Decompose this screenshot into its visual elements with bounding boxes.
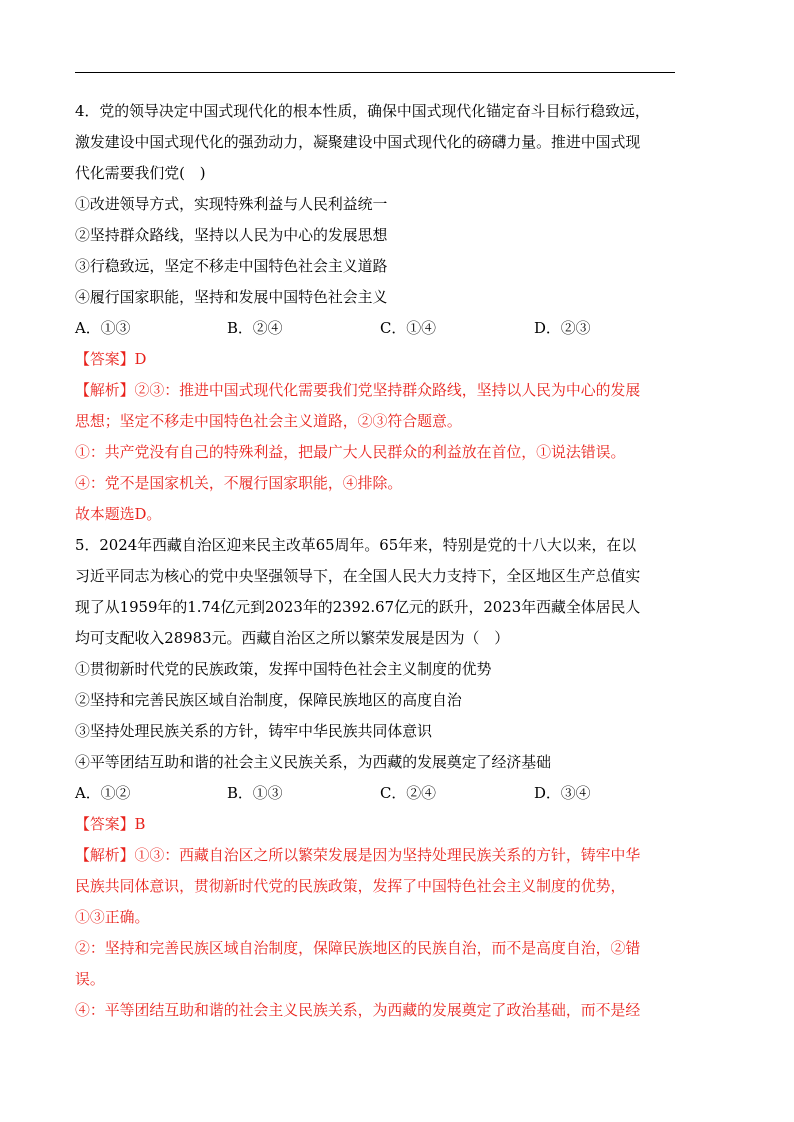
q4-answer: 【答案】D [75, 350, 147, 368]
q5-item-1: ①贯彻新时代党的民族政策，发挥中国特色社会主义制度的优势 [75, 660, 492, 678]
q5-analysis-line: ②：坚持和完善民族区域自治制度，保障民族地区的民族自治，而不是高度自治，②错 [75, 939, 641, 957]
q5-stem-line: 习近平同志为核心的党中央坚强领导下，在全国人民大力支持下，全区地区生产总值实 [75, 567, 641, 585]
q5-stem-line: 5．2024年西藏自治区迎来民主改革65周年。65年来，特别是党的十八大以来，在以 [75, 536, 637, 554]
q4-item-4: ④履行国家职能，坚持和发展中国特色社会主义 [75, 288, 388, 306]
q5-analysis-line: 误。 [75, 970, 105, 988]
q5-option-a: A．①② [75, 784, 131, 802]
q5-option-d: D．③④ [534, 784, 591, 802]
q4-stem-line: 4．党的领导决定中国式现代化的根本性质，确保中国式现代化锚定奋斗目标行稳致远， [75, 102, 650, 120]
q5-stem-line: 均可支配收入28983元。西藏自治区之所以繁荣发展是因为（ ） [75, 629, 510, 647]
q4-stem-line: 代化需要我们党( ) [75, 164, 206, 182]
q5-answer: 【答案】B [75, 815, 146, 833]
q4-option-c: C．①④ [380, 319, 437, 337]
q4-analysis-line: 【解析】②③：推进中国式现代化需要我们党坚持群众路线，坚持以人民为中心的发展 [75, 381, 641, 399]
q5-analysis-line: 民族共同体意识，贯彻新时代党的民族政策，发挥了中国特色社会主义制度的优势， [75, 877, 626, 895]
q5-item-2: ②坚持和完善民族区域自治制度，保障民族地区的高度自治 [75, 691, 462, 709]
q5-analysis-line: ①③正确。 [75, 908, 150, 926]
q5-item-4: ④平等团结互助和谐的社会主义民族关系，为西藏的发展奠定了经济基础 [75, 753, 551, 771]
q4-analysis-line: 故本题选D。 [75, 505, 162, 523]
q4-analysis-line: ①：共产党没有自己的特殊利益，把最广大人民群众的利益放在首位，①说法错误。 [75, 443, 626, 461]
q4-analysis-line: ④：党不是国家机关，不履行国家职能，④排除。 [75, 474, 403, 492]
q4-option-d: D．②③ [534, 319, 591, 337]
header-rule [75, 72, 675, 73]
q4-item-3: ③行稳致远，坚定不移走中国特色社会主义道路 [75, 257, 388, 275]
q4-item-1: ①改进领导方式，实现特殊利益与人民利益统一 [75, 195, 388, 213]
q4-item-2: ②坚持群众路线，坚持以人民为中心的发展思想 [75, 226, 388, 244]
q5-analysis-line: 【解析】①③：西藏自治区之所以繁荣发展是因为坚持处理民族关系的方针，铸牢中华 [75, 846, 641, 864]
q4-stem-line: 激发建设中国式现代化的强劲动力，凝聚建设中国式现代化的磅礴力量。推进中国式现 [75, 133, 641, 151]
q5-option-b: B．①③ [227, 784, 283, 802]
q5-option-c: C．②④ [380, 784, 437, 802]
q5-stem-line: 现了从1959年的1.74亿元到2023年的2392.67亿元的跃升，2023年西藏全体居民人 [75, 598, 641, 616]
q4-analysis-line: 思想；坚定不移走中国特色社会主义道路，②③符合题意。 [75, 412, 462, 430]
q5-analysis-line: ④：平等团结互助和谐的社会主义民族关系，为西藏的发展奠定了政治基础，而不是经 [75, 1001, 641, 1019]
q4-option-b: B．②④ [227, 319, 283, 337]
q4-option-a: A．①③ [75, 319, 131, 337]
q5-item-3: ③坚持处理民族关系的方针，铸牢中华民族共同体意识 [75, 722, 432, 740]
